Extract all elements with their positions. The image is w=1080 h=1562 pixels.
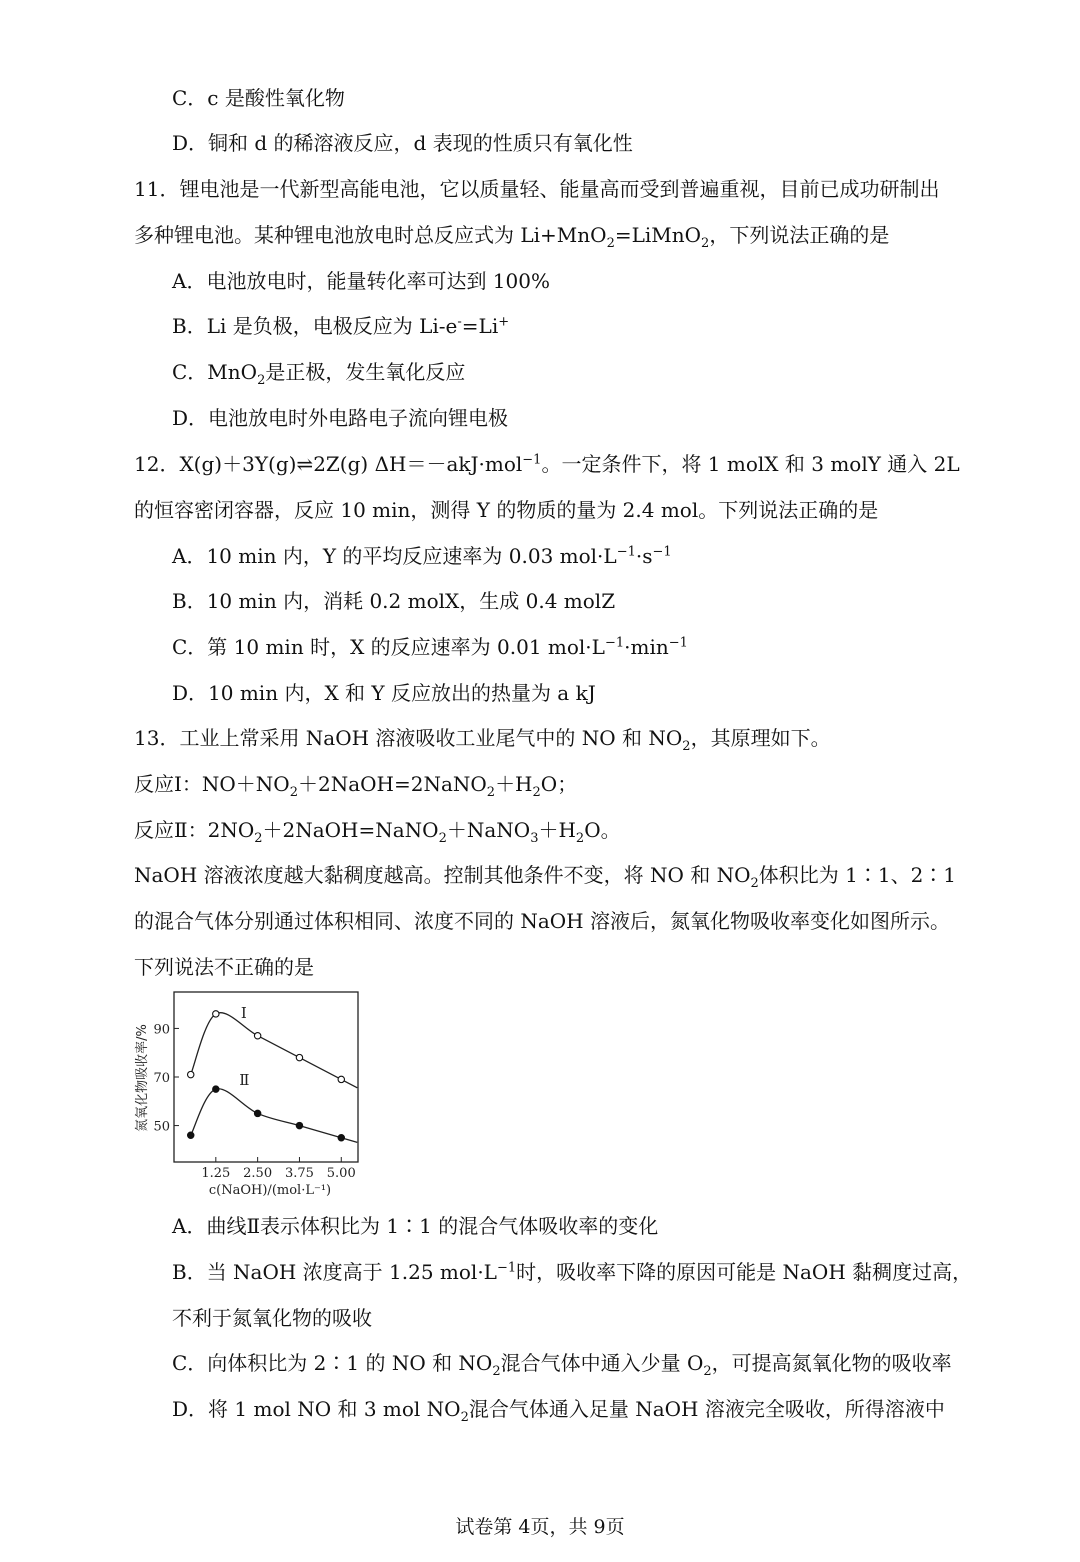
series-2-point — [254, 1110, 260, 1116]
y-axis-label: 氮氧化物吸收率/% — [135, 1024, 150, 1132]
series-label-i: Ⅰ — [240, 1003, 247, 1022]
q11-stem-line-2: 多种锂电池。某种锂电池放电时总反应式为 Li+MnO$_2$=LiMnO$_2$，下列说法正确的是 — [134, 223, 890, 251]
series-2-point — [188, 1132, 194, 1138]
q11-option-d: D．电池放电时外电路电子流向锂电极 — [172, 406, 509, 430]
q13-option-b-line-1: B．当 NaOH 浓度高于 1.25 $mol\cdot L^{-1}$时，吸收率下降的原因可能是 NaOH 黏稠度过高， — [172, 1260, 973, 1284]
series-1-point — [338, 1076, 344, 1082]
q12-option-a: A．10 min 内，Y 的平均反应速率为 0.03 $mol\cdot L^{-1}\cdot s^{-1}$ — [172, 544, 672, 568]
series-1-point — [188, 1071, 194, 1077]
plot-frame — [174, 992, 358, 1162]
q13-reaction-1: 反应Ⅰ：$NO+NO_2+2NaOH=2NaNO_2+H_2O$； — [134, 772, 578, 800]
q11-stem-line-1: 11．锂电池是一代新型高能电池，它以质量轻、能量高而受到普遍重视，目前已成功研制出 — [134, 177, 940, 201]
y-tick-label: 70 — [153, 1071, 170, 1086]
series-1-point — [296, 1054, 302, 1060]
series-2-point — [296, 1122, 302, 1128]
page-footer: 试卷第 4页，共 9页 — [455, 1516, 625, 1538]
series-1-point — [213, 1011, 219, 1017]
x-tick-label: 5.00 — [326, 1166, 356, 1181]
x-tick-label: 2.50 — [243, 1166, 273, 1181]
series-2-point — [213, 1086, 219, 1092]
q13-option-d: D．将 1 mol NO 和 3 mol $NO_2$混合气体通入足量 NaOH 溶液完全吸收，所得溶液中 — [172, 1397, 945, 1425]
q12-option-d: D．10 min 内，X 和 Y 反应放出的热量为 a kJ — [172, 681, 596, 705]
x-tick-label: 1.25 — [201, 1166, 231, 1181]
series-label-ii: Ⅱ — [239, 1071, 250, 1090]
q11-option-c: C．MnO$_2$是正极，发生氧化反应 — [172, 360, 466, 388]
q13-option-c: C．向体积比为 2∶1 的 NO 和 $NO_2$混合气体中通入少量 $O_2$，可提高氮氧化物的吸收率 — [172, 1351, 952, 1379]
q10-option-c: C．c 是酸性氧化物 — [172, 86, 345, 110]
q13-paragraph-line-3: 下列说法不正确的是 — [134, 955, 314, 979]
x-tick-label: 3.75 — [284, 1166, 314, 1181]
q13-option-a: A．曲线Ⅱ表示体积比为 1∶1 的混合气体吸收率的变化 — [172, 1214, 659, 1238]
q12-option-c: C．第 10 min 时，X 的反应速率为 0.01 $mol\cdot L^{-1}\cdot\min^{-1}$ — [172, 635, 688, 659]
series-2-point — [338, 1135, 344, 1141]
y-tick-label: 90 — [153, 1022, 170, 1038]
q12-option-b: B．10 min 内，消耗 0.2 molX，生成 0.4 molZ — [172, 589, 616, 613]
series-1-point — [254, 1033, 260, 1039]
q13-reaction-2: 反应Ⅱ：$2NO_2+2NaOH=NaNO_2+NaNO_3+H_2O$。 — [134, 818, 621, 846]
q12-stem-line-1: 12．X(g)＋3Y(g)⇌2Z(g) ΔH＝－akJ·mol$^{-1}$。一定条件下，将 1 molX 和 3 molY 通入 2L — [134, 452, 960, 476]
series-1-line — [191, 1013, 358, 1088]
q11-option-a: A．电池放电时，能量转化率可达到 100% — [172, 269, 550, 293]
q10-option-d: D．铜和 d 的稀溶液反应，d 表现的性质只有氧化性 — [172, 131, 633, 155]
y-tick-label: 50 — [153, 1119, 170, 1135]
q13-stem-line-1: 13．工业上常采用 NaOH 溶液吸收工业尾气中的 NO 和 $NO_2$，其原理如下。 — [134, 726, 831, 754]
series-2-line — [191, 1089, 358, 1143]
q13-paragraph-line-2: 的混合气体分别通过体积相同、浓度不同的 NaOH 溶液后，氮氧化物吸收率变化如图所示。 — [134, 909, 950, 933]
q12-stem-line-2: 的恒容密闭容器，反应 10 min，测得 Y 的物质的量为 2.4 mol。下列说法正确的是 — [134, 498, 879, 522]
x-axis-label: c(NaOH)/(mol·L⁻¹) — [208, 1183, 332, 1198]
q13-option-b-line-2: 不利于氮氧化物的吸收 — [172, 1306, 372, 1330]
absorption-rate-chart — [128, 986, 364, 1202]
q11-option-b: B．Li 是负极，电极反应为 Li-e-=Li+ — [172, 314, 510, 338]
q13-paragraph-line-1: NaOH 溶液浓度越大黏稠度越高。控制其他条件不变，将 NO 和 $NO_2$体积比为 1∶1、2∶1 — [134, 863, 957, 891]
